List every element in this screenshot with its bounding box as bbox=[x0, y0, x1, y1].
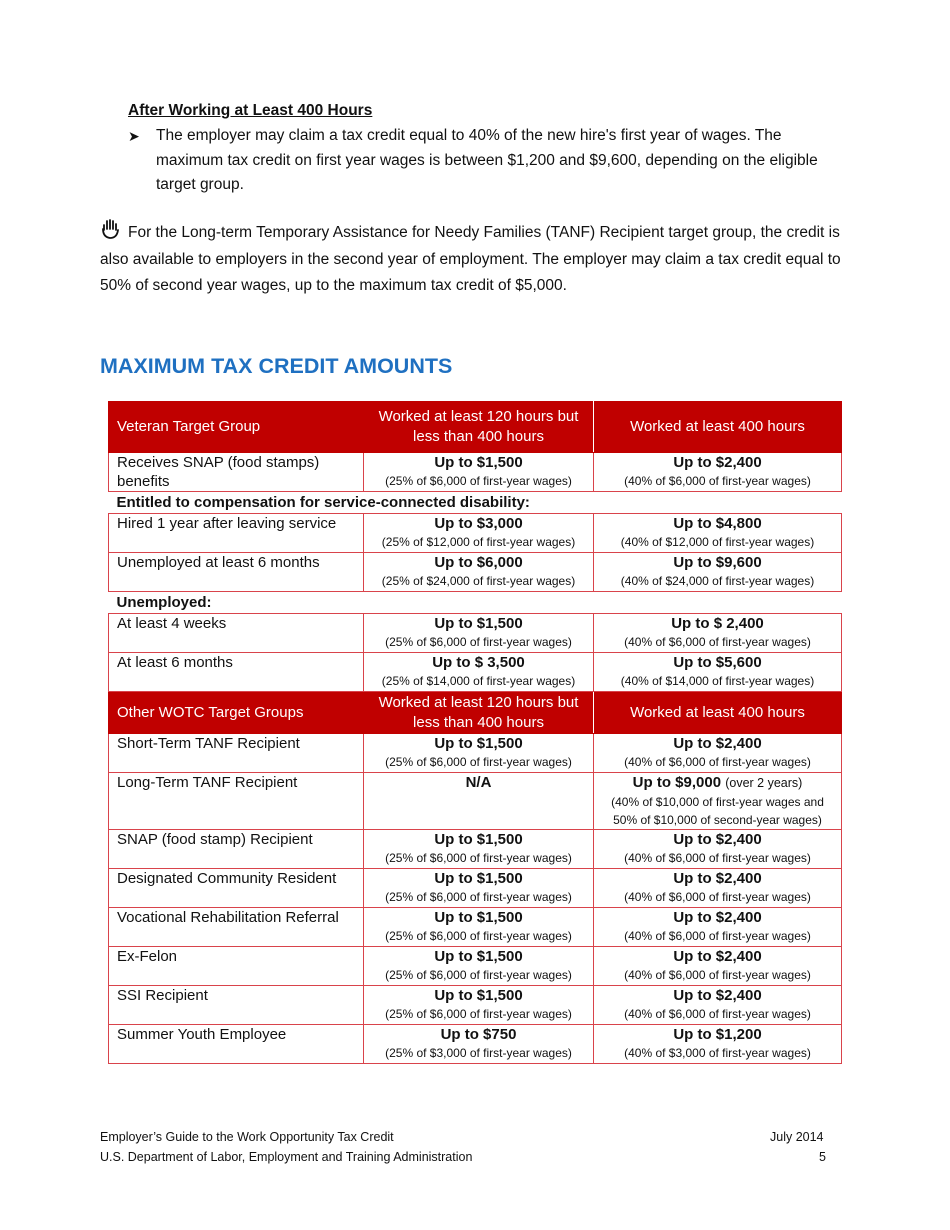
credit-detail: (25% of $6,000 of first-year wages) bbox=[385, 968, 572, 982]
credit-cell bbox=[594, 830, 842, 869]
credit-cell bbox=[594, 453, 842, 492]
credit-value: Up to $1,500 bbox=[434, 615, 523, 632]
credit-detail: (40% of $14,000 of first-year wages) bbox=[620, 674, 815, 688]
credit-detail: (25% of $12,000 of first-year wages) bbox=[381, 535, 576, 549]
credit-value: Up to $ 3,500 bbox=[432, 654, 525, 671]
table-row bbox=[109, 653, 842, 692]
header-cell: Other WOTC Target Groups bbox=[109, 692, 364, 734]
credit-detail: (25% of $6,000 of first-year wages) bbox=[385, 474, 572, 488]
credit-detail: (40% of $6,000 of first-year wages) bbox=[624, 890, 811, 904]
credit-cell bbox=[594, 908, 842, 947]
header-cell: Veteran Target Group bbox=[109, 402, 364, 453]
bullet-text: The employer may claim a tax credit equal to 40% of the new hire's first year of wages. The maximum tax credit on first year wages is between $1,200 and $9,600, depending on the eligible target group. bbox=[156, 127, 818, 193]
footer-agency: U.S. Department of Labor, Employment and Training Administration bbox=[100, 1150, 473, 1164]
other-header-row bbox=[109, 692, 842, 734]
credit-value: Up to $1,500 bbox=[434, 870, 523, 887]
credit-cell bbox=[594, 734, 842, 773]
credit-detail: (40% of $3,000 of first-year wages) bbox=[624, 1046, 811, 1060]
credit-cell bbox=[364, 453, 594, 492]
group-label: Entitled to compensation for service-connected disability: bbox=[116, 494, 530, 511]
credit-cell bbox=[594, 514, 842, 553]
table-row bbox=[109, 514, 842, 553]
credit-cell bbox=[594, 1025, 842, 1064]
credit-cell bbox=[594, 553, 842, 592]
row-label: SSI Recipient bbox=[109, 986, 364, 1025]
note-paragraph bbox=[100, 218, 850, 300]
row-label: Receives SNAP (food stamps) benefits bbox=[109, 453, 364, 492]
page-number: 5 bbox=[819, 1150, 826, 1164]
credit-detail: (40% of $6,000 of first-year wages) bbox=[624, 474, 811, 488]
arrow-bullet-icon: ➤ bbox=[128, 128, 140, 144]
credit-cell bbox=[364, 1025, 594, 1064]
veteran-header-row bbox=[109, 402, 842, 453]
footer-date: July 2014 bbox=[770, 1130, 824, 1144]
credit-cell bbox=[594, 773, 842, 830]
credit-value: Up to $2,400 bbox=[673, 831, 762, 848]
credit-detail: (25% of $14,000 of first-year wages) bbox=[381, 674, 576, 688]
credit-detail: (40% of $6,000 of first-year wages) bbox=[624, 929, 811, 943]
credit-value: Up to $1,500 bbox=[434, 831, 523, 848]
credit-cell bbox=[364, 986, 594, 1025]
credit-cell bbox=[364, 869, 594, 908]
credit-value: Up to $1,500 bbox=[434, 948, 523, 965]
credit-value: Up to $ 2,400 bbox=[671, 615, 764, 632]
credit-cell bbox=[364, 614, 594, 653]
header-cell: Worked at least 120 hours but less than 400 hours bbox=[364, 692, 594, 734]
credit-detail: (40% of $6,000 of first-year wages) bbox=[624, 635, 811, 649]
credit-value: Up to $5,600 bbox=[673, 654, 762, 671]
table-row bbox=[109, 986, 842, 1025]
table-row bbox=[109, 947, 842, 986]
credit-value: Up to $9,600 bbox=[673, 554, 762, 571]
credit-detail: (40% of $6,000 of first-year wages) bbox=[624, 1007, 811, 1021]
row-label: Vocational Rehabilitation Referral bbox=[109, 908, 364, 947]
credit-cell bbox=[364, 514, 594, 553]
credit-cell bbox=[364, 908, 594, 947]
table-row bbox=[109, 734, 842, 773]
table-row bbox=[109, 830, 842, 869]
credit-cell bbox=[364, 830, 594, 869]
row-label: SNAP (food stamp) Recipient bbox=[109, 830, 364, 869]
note-text: For the Long-term Temporary Assistance for Needy Families (TANF) Recipient target group, the credit is also available to employers in the second year of employment. The employer may claim a tax credit equal to 50% of second year wages, up to the maximum tax credit of $5,000. bbox=[100, 224, 841, 294]
credit-detail: (40% of $12,000 of first-year wages) bbox=[620, 535, 815, 549]
credit-detail: (25% of $24,000 of first-year wages) bbox=[381, 574, 576, 588]
credit-value: Up to $6,000 bbox=[434, 554, 523, 571]
credit-cell bbox=[594, 986, 842, 1025]
table-row bbox=[109, 1025, 842, 1064]
credit-value: Up to $750 bbox=[440, 1026, 517, 1043]
credit-value: Up to $2,400 bbox=[673, 735, 762, 752]
credit-detail: (40% of $6,000 of first-year wages) bbox=[624, 968, 811, 982]
row-label: Ex-Felon bbox=[109, 947, 364, 986]
row-label: Designated Community Resident bbox=[109, 869, 364, 908]
credit-cell bbox=[364, 734, 594, 773]
credit-amount: Up to $9,000 bbox=[632, 774, 722, 791]
row-label: Hired 1 year after leaving service bbox=[109, 514, 364, 553]
table-row bbox=[109, 614, 842, 653]
credit-cell bbox=[364, 773, 594, 830]
credit-cell bbox=[364, 947, 594, 986]
credit-cell bbox=[594, 614, 842, 653]
credit-value: Up to $2,400 bbox=[673, 987, 762, 1004]
header-cell: Worked at least 120 hours but less than 400 hours bbox=[364, 402, 594, 453]
credit-cell bbox=[364, 553, 594, 592]
row-label: At least 4 weeks bbox=[109, 614, 364, 653]
credit-detail: (40% of $10,000 of first-year wages and bbox=[611, 795, 824, 809]
hand-icon bbox=[100, 218, 122, 240]
credit-value: Up to $1,500 bbox=[434, 735, 523, 752]
credit-detail: (40% of $24,000 of first-year wages) bbox=[620, 574, 815, 588]
table-row bbox=[109, 553, 842, 592]
table-title: MAXIMUM TAX CREDIT AMOUNTS bbox=[100, 354, 453, 378]
credit-value: Up to $1,200 bbox=[673, 1026, 762, 1043]
credit-value: Up to $2,400 bbox=[673, 909, 762, 926]
credit-detail: (25% of $6,000 of first-year wages) bbox=[385, 755, 572, 769]
credit-detail: (25% of $6,000 of first-year wages) bbox=[385, 851, 572, 865]
row-label: At least 6 months bbox=[109, 653, 364, 692]
header-cell: Worked at least 400 hours bbox=[594, 692, 842, 734]
row-label: Long-Term TANF Recipient bbox=[109, 773, 364, 830]
header-cell: Worked at least 400 hours bbox=[594, 402, 842, 453]
table-row bbox=[109, 908, 842, 947]
table-row bbox=[109, 869, 842, 908]
tax-credit-table bbox=[108, 401, 842, 1064]
credit-cell bbox=[594, 869, 842, 908]
footer-title: Employer’s Guide to the Work Opportunity Tax Credit bbox=[100, 1130, 394, 1144]
group-label: Unemployed: bbox=[116, 594, 212, 611]
credit-value: N/A bbox=[465, 774, 492, 791]
credit-value: Up to $2,400 bbox=[673, 948, 762, 965]
credit-value: Up to $2,400 bbox=[673, 870, 762, 887]
bullet-item bbox=[128, 124, 828, 198]
section-heading: After Working at Least 400 Hours bbox=[128, 102, 373, 119]
credit-detail: (40% of $6,000 of first-year wages) bbox=[624, 851, 811, 865]
credit-value: Up to $1,500 bbox=[434, 987, 523, 1004]
table-row bbox=[109, 773, 842, 830]
credit-detail: (25% of $6,000 of first-year wages) bbox=[385, 635, 572, 649]
credit-detail: 50% of $10,000 of second-year wages) bbox=[613, 813, 822, 827]
credit-value: Up to $4,800 bbox=[673, 515, 762, 532]
credit-detail: (25% of $6,000 of first-year wages) bbox=[385, 890, 572, 904]
credit-detail: (25% of $6,000 of first-year wages) bbox=[385, 1007, 572, 1021]
credit-value: Up to $3,000 bbox=[434, 515, 523, 532]
credit-detail: (25% of $6,000 of first-year wages) bbox=[385, 929, 572, 943]
credit-detail: (25% of $3,000 of first-year wages) bbox=[385, 1046, 572, 1060]
credit-cell bbox=[594, 947, 842, 986]
group-label-row bbox=[109, 592, 842, 614]
row-label: Short-Term TANF Recipient bbox=[109, 734, 364, 773]
row-label: Unemployed at least 6 months bbox=[109, 553, 364, 592]
group-label-row bbox=[109, 492, 842, 514]
credit-value bbox=[596, 773, 839, 793]
credit-value: Up to $1,500 bbox=[434, 454, 523, 471]
row-label: Summer Youth Employee bbox=[109, 1025, 364, 1064]
table-row bbox=[109, 453, 842, 492]
credit-detail: (40% of $6,000 of first-year wages) bbox=[624, 755, 811, 769]
credit-value: Up to $2,400 bbox=[673, 454, 762, 471]
credit-suffix: (over 2 years) bbox=[725, 776, 803, 790]
credit-cell bbox=[594, 653, 842, 692]
credit-value: Up to $1,500 bbox=[434, 909, 523, 926]
credit-cell bbox=[364, 653, 594, 692]
